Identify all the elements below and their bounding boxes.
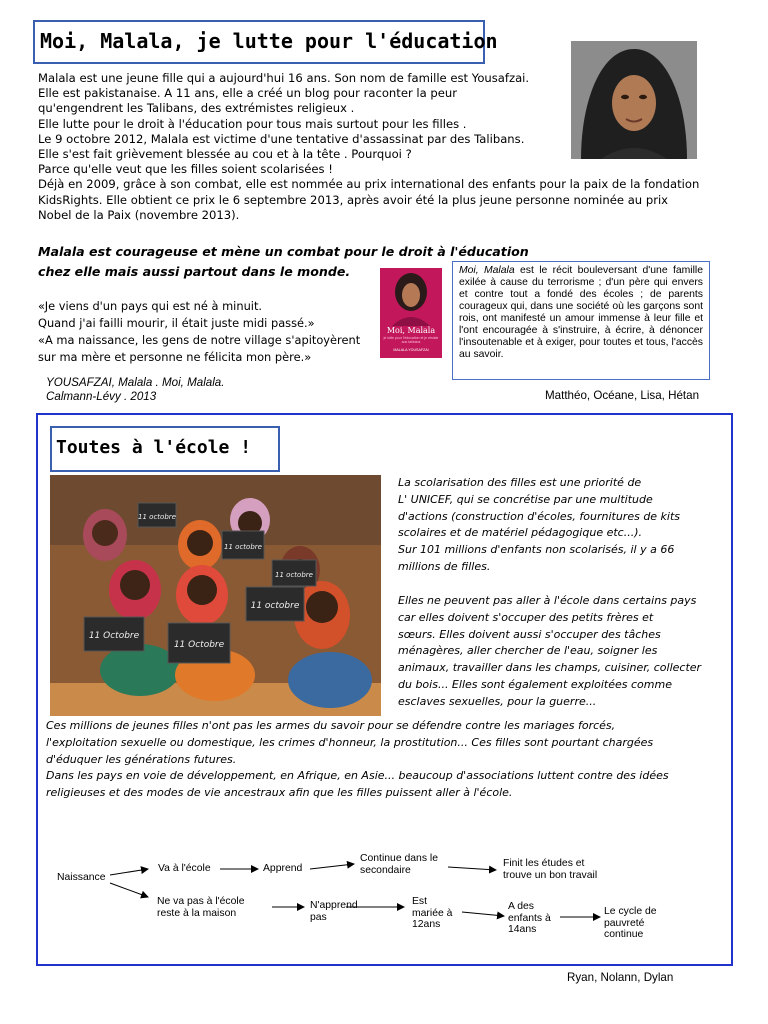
text-line: d'actions (construction d'écoles, fournitures de kits bbox=[398, 509, 681, 523]
flow-bottom-step-5: Le cycle de pauvreté continue bbox=[604, 906, 657, 940]
text-line: ménagères, aller chercher de l'eau, soigner les bbox=[398, 644, 658, 658]
quote-line: «A ma naissance, les gens de notre village s'apitoyèrent bbox=[38, 333, 361, 347]
text-line: d'éduquer les générations futures. bbox=[46, 752, 237, 766]
reasons-paragraph bbox=[398, 593, 701, 711]
book-reference bbox=[46, 376, 224, 404]
paragraph-line: KidsRights. Elle obtient ce prix le 6 septembre 2013, après avoir été la plus jeune personne nominée au prix bbox=[38, 192, 669, 207]
book-note-text: est le récit bouleversant d'une famille exilée à cause du terrorisme ; d'un père qui envers et contre tout a fondé des écoles ; de parents courageux qui, dans une société où les garçons sont rois, ont manifesté un amour immense à leur fille et l'ont encouragée à s'instruire, à écrire, à dénoncer l'insoutenable et à exiger, pour toutes et tous, l'accès au savoir. bbox=[459, 265, 703, 360]
slate-label: 11 octobre bbox=[224, 543, 262, 551]
text-line: sœurs. Elles doivent aussi s'occuper des tâches bbox=[398, 627, 661, 641]
flow-arrow bbox=[462, 912, 504, 916]
book-cover-art bbox=[380, 268, 442, 358]
flow-bottom-step-3: Est mariée à 12ans bbox=[412, 896, 453, 930]
section2-authors: Ryan, Nolann, Dylan bbox=[567, 971, 674, 984]
quote-line: Quand j'ai failli mourir, il était juste midi passé.» bbox=[38, 316, 315, 330]
quote-line: sur ma mère et personne ne félicita mon père.» bbox=[38, 350, 312, 364]
paragraph-line: Parce qu'elle veut que les filles soient scolarisées ! bbox=[38, 162, 333, 177]
section2-title-box bbox=[50, 426, 280, 472]
slate-label: 11 octobre bbox=[275, 571, 313, 579]
section1-paragraph bbox=[38, 71, 728, 223]
classroom-photo bbox=[50, 475, 381, 716]
text-line: millions de filles. bbox=[398, 559, 491, 573]
text-line: Elles ne peuvent pas aller à l'école dans certains pays bbox=[398, 594, 697, 607]
paragraph-line: Elle est pakistanaise. A 11 ans, elle a créé un blog pour raconter la peur bbox=[38, 86, 458, 101]
flow-top-step-3: Continue dans le secondaire bbox=[360, 853, 438, 876]
paragraph-line: Elle lutte pour le droit à l'éducation pour tous mais surtout pour les filles . bbox=[38, 116, 467, 131]
text-line: l'exploitation sexuelle ou domestique, les crimes d'honneur, la prostitution... Ces filles sont pourtant chargées bbox=[46, 735, 654, 749]
flow-top-step-2: Apprend bbox=[263, 863, 303, 874]
paragraph-line: Le 9 octobre 2012, Malala est victime d'une tentative d'assassinat par des Talibans. bbox=[38, 131, 525, 146]
section1-title-box bbox=[33, 20, 498, 64]
book-cover bbox=[380, 268, 442, 358]
flow-top-step-4: Finit les études et trouve un bon travail bbox=[503, 858, 598, 881]
slate-label: 11 octobre bbox=[250, 601, 300, 611]
slate-label: 11 Octobre bbox=[88, 631, 140, 641]
section1-authors: Matthéo, Océane, Lisa, Hétan bbox=[545, 389, 700, 402]
slate-label: 11 octobre bbox=[138, 513, 176, 521]
slate-label: 11 Octobre bbox=[173, 640, 225, 650]
highlight-line: Malala est courageuse et mène un combat pour le droit à l'éducation bbox=[38, 244, 529, 259]
text-line: car elles doivent s'occuper des petits frères et bbox=[398, 610, 654, 624]
paragraph-line: Nobel de la Paix (novembre 2013). bbox=[38, 207, 240, 222]
flow-arrow bbox=[310, 864, 354, 869]
paragraph-line: Elle s'est fait grièvement blessée au cou et à la tête . Pourquoi ? bbox=[38, 147, 412, 162]
flow-arrow bbox=[110, 883, 148, 897]
consequences-paragraph bbox=[46, 718, 669, 802]
book-cover-subtitle: je lutte pour l'éducation et je résiste aux talibans bbox=[383, 336, 439, 344]
flow-start: Naissance bbox=[57, 872, 106, 883]
flow-bottom-step-1: Ne va pas à l'école reste à la maison bbox=[157, 896, 245, 919]
paragraph-line: Malala est une jeune fille qui a aujourd'hui 16 ans. Son nom de famille est Yousafzai. bbox=[38, 71, 530, 85]
text-line: Dans les pays en voie de développement, en Afrique, en Asie... beaucoup d'associations luttent contre des idées bbox=[46, 769, 669, 783]
text-line: esclaves sexuelles, pour la guerre... bbox=[398, 694, 597, 708]
text-line: Ces millions de jeunes filles n'ont pas les armes du savoir pour se défendre contre les mariages forcés, bbox=[46, 719, 616, 732]
quote-line: «Je viens d'un pays qui est né à minuit. bbox=[38, 299, 263, 313]
paragraph-line: Déjà en 2009, grâce à son combat, elle est nommée au prix international des enfants pour la paix de la fondation bbox=[38, 177, 700, 192]
book-cover-title: Moi, Malala bbox=[386, 326, 436, 335]
unicef-paragraph bbox=[398, 475, 680, 576]
text-line: L' UNICEF, qui se concrétise par une multitude bbox=[398, 492, 653, 506]
text-line: religieuses et des modes de vie ancestraux afin que les filles puissent aller à l'école. bbox=[46, 786, 513, 800]
reference-line: Calmann-Lévy . 2013 bbox=[46, 390, 157, 403]
book-cover-author: MALALA YOUSAFZAI bbox=[393, 348, 429, 352]
flow-bottom-step-4: A des enfants à 14ans bbox=[508, 901, 551, 935]
flow-arrow bbox=[448, 867, 496, 870]
text-line: scolaires et de matériel pédagogique etc...). bbox=[398, 526, 642, 540]
text-line: du bois... Elles sont également exploitées comme bbox=[398, 677, 672, 691]
highlight-line: chez elle mais aussi partout dans le monde. bbox=[38, 264, 351, 279]
text-line: La scolarisation des filles est une priorité de bbox=[398, 476, 642, 489]
section1-title: Moi, Malala, je lutte pour l'éducation bbox=[40, 29, 498, 53]
paragraph-line: qu'engendrent les Talibans, des extrémistes religieux . bbox=[38, 101, 355, 116]
flow-bottom-step-2: N'apprend pas bbox=[310, 900, 358, 923]
book-note-title: Moi, Malala bbox=[459, 265, 515, 276]
flow-top-step-1: Va à l'école bbox=[158, 863, 211, 874]
text-line: Sur 101 millions d'enfants non scolarisés, il y a 66 bbox=[398, 543, 675, 557]
reference-line: YOUSAFZAI, Malala . Moi, Malala. bbox=[46, 376, 225, 389]
text-line: animaux, travailler dans les champs, cuisiner, collecter bbox=[398, 661, 702, 675]
flow-arrow bbox=[110, 869, 148, 875]
malala-quote bbox=[38, 298, 360, 366]
book-note-box bbox=[452, 261, 710, 380]
classroom-photo-drawing bbox=[50, 475, 381, 716]
section2-title: Toutes à l'école ! bbox=[56, 437, 252, 458]
